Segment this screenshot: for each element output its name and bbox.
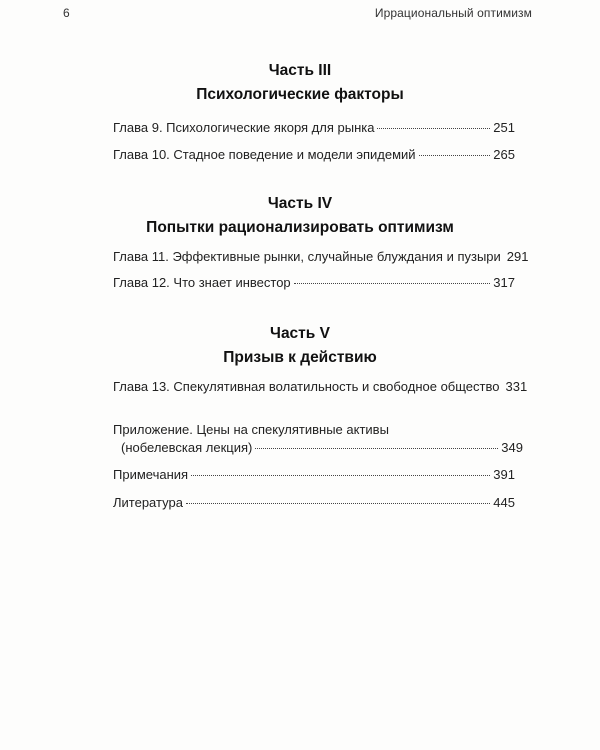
part-3-label: Часть III [268, 62, 332, 79]
toc-entry-page: 251 [493, 120, 515, 135]
toc-entry-appendix[interactable] [113, 421, 523, 457]
toc-entry-page: 331 [505, 379, 528, 394]
toc-entry-title: Глава 13. Спекулятивная волатильность и свободное общество [113, 379, 500, 394]
toc-entry-title: Глава 12. Что знает инвестор [113, 275, 291, 290]
toc-entry-page: 445 [493, 495, 515, 510]
dot-leader [419, 155, 491, 156]
part-5-label: Часть V [270, 325, 330, 342]
dot-leader [191, 475, 490, 476]
part-4-label: Часть IV [267, 195, 333, 212]
toc-entry-chapter-13[interactable] [113, 378, 528, 396]
toc-entry-page: 317 [493, 275, 515, 290]
toc-entry-page: 291 [506, 249, 529, 264]
toc-entry-page: 265 [493, 147, 515, 162]
toc-entry-page: 349 [501, 440, 523, 455]
dot-leader [377, 128, 490, 129]
toc-entry-title-continued: (нобелевская лекция) [121, 440, 253, 455]
dot-leader [294, 283, 491, 284]
toc-entry-chapter-12[interactable] [113, 274, 515, 292]
toc-entry-title: Примечания [113, 467, 189, 482]
running-title: Иррациональный оптимизм [374, 6, 532, 20]
toc-entry-notes[interactable] [113, 466, 515, 484]
toc-entry-title: Глава 9. Психологические якоря для рынка [113, 120, 375, 135]
toc-entry-title: Литература [113, 495, 183, 510]
page-number: 6 [63, 6, 70, 20]
toc-entry-title: Глава 10. Стадное поведение и модели эпидемий [113, 147, 416, 162]
dot-leader [186, 503, 490, 504]
part-4-title: Попытки рационализировать оптимизм [146, 219, 454, 236]
running-header [63, 6, 532, 22]
toc-entry-title: Приложение. Цены на спекулятивные активы [113, 422, 389, 437]
part-5-title: Призыв к действию [223, 349, 377, 366]
toc-entry-chapter-11[interactable] [113, 248, 529, 266]
toc-entry-chapter-10[interactable] [113, 146, 515, 164]
part-3-title: Психологические факторы [196, 86, 404, 103]
toc-entry-title: Глава 11. Эффективные рынки, случайные блуждания и пузыри [113, 249, 501, 264]
toc-entry-page: 391 [493, 467, 515, 482]
toc-entry-chapter-9[interactable] [113, 119, 515, 137]
dot-leader [255, 448, 498, 449]
toc-entry-literature[interactable] [113, 494, 515, 512]
